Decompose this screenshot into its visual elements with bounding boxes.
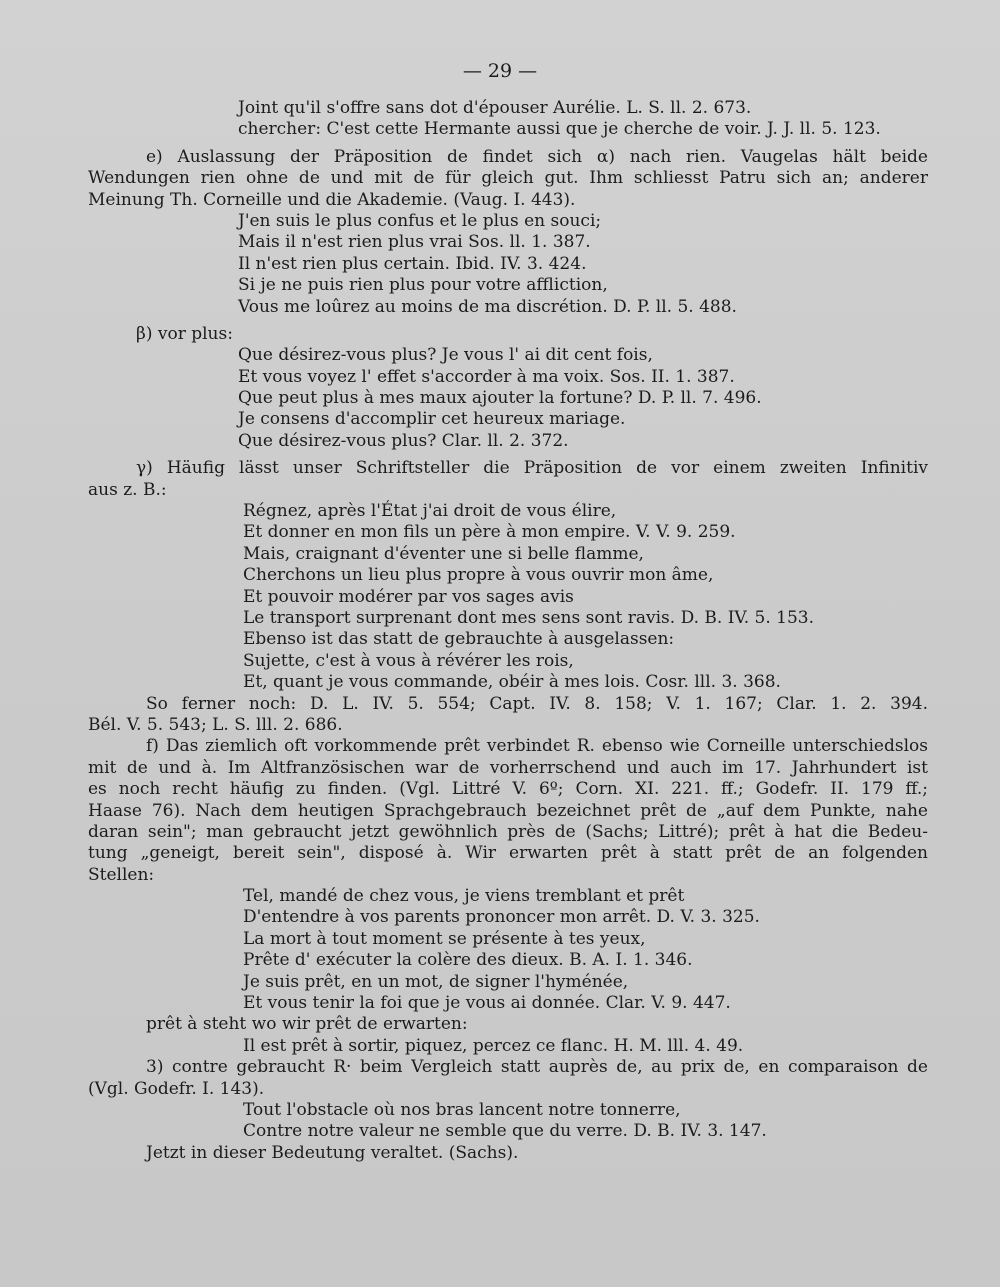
text-line: Mais, craignant d'éventer une si belle flamme, — [243, 543, 644, 564]
text-line: J'en suis le plus confus et le plus en souci; — [238, 210, 602, 231]
text-line: Sujette, c'est à vous à révérer les rois, — [243, 650, 574, 671]
text-line: tung „geneigt, bereit sein", disposé à. Wir erwarten prêt à statt prêt de an folgenden — [88, 843, 928, 864]
text-line: e) Auslassung der Präposition de findet sich α) nach rien. Vaugelas hält beide — [146, 146, 928, 167]
text-line: Prête d' exécuter la colère des dieux. B. A. I. 1. 346. — [243, 950, 693, 971]
text-line: (Vgl. Godefr. I. 143). — [88, 1078, 265, 1099]
text-line: So ferner noch: D. L. IV. 5. 554; Capt. IV. 8. 158; V. 1. 167; Clar. 1. 2. 394. — [146, 693, 928, 714]
page-number: — 29 — — [462, 60, 538, 82]
text-line: 3) contre gebraucht R· beim Vergleich statt auprès de, au prix de, en comparaison de — [146, 1057, 928, 1078]
text-line: f) Das ziemlich oft vorkommende prêt verbindet R. ebenso wie Corneille unterschiedslos — [146, 736, 928, 757]
text-line: Contre notre valeur ne semble que du verre. D. B. IV. 3. 147. — [243, 1121, 767, 1142]
text-line: Que désirez-vous plus? Clar. ll. 2. 372. — [238, 430, 569, 451]
text-line: La mort à tout moment se présente à tes yeux, — [243, 928, 646, 949]
text-line: Wendungen rien ohne de und mit de für gleich gut. Ihm schliesst Patru sich an; anderer — [88, 168, 928, 189]
text-line: Joint qu'il s'offre sans dot d'épouser Aurélie. L. S. ll. 2. 673. — [238, 98, 752, 118]
text-line: D'entendre à vos parents prononcer mon arrêt. D. V. 3. 325. — [243, 907, 760, 928]
text-line: Et pouvoir modérer par vos sages avis — [243, 586, 574, 607]
text-line: Cherchons un lieu plus propre à vous ouvrir mon âme, — [243, 565, 714, 586]
text-line: Je suis prêt, en un mot, de signer l'hyménée, — [243, 971, 629, 992]
text-line: Haase 76). Nach dem heutigen Sprachgebrauch bezeichnet prêt de „auf dem Punkte, nahe — [88, 800, 928, 821]
text-line: Il n'est rien plus certain. Ibid. IV. 3. 424. — [238, 253, 587, 274]
text-line: Le transport surprenant dont mes sens sont ravis. D. B. IV. 5. 153. — [243, 607, 815, 628]
text-line: chercher: C'est cette Hermante aussi que je cherche de voir. J. J. ll. 5. 123. — [238, 119, 881, 140]
text-line: Si je ne puis rien plus pour votre affliction, — [238, 275, 608, 296]
text-line: β) vor plus: — [136, 323, 233, 344]
text-line: Ebenso ist das statt de gebrauchte à ausgelassen: — [243, 629, 675, 650]
page-body — [88, 98, 928, 1164]
text-line: Bél. V. 5. 543; L. S. lll. 2. 686. — [88, 714, 343, 735]
text-line: Il est prêt à sortir, piquez, percez ce flanc. H. M. lll. 4. 49. — [243, 1035, 744, 1056]
text-line: Régnez, après l'État j'ai droit de vous élire, — [243, 501, 617, 522]
text-line: Que peut plus à mes maux ajouter la fortune? D. P. ll. 7. 496. — [238, 388, 762, 409]
text-line: Jetzt in dieser Bedeutung veraltet. (Sachs). — [146, 1142, 519, 1163]
text-line: Stellen: — [88, 864, 155, 885]
text-line: Vous me loûrez au moins de ma discrétion. D. P. ll. 5. 488. — [238, 296, 737, 317]
text-line: aus z. B.: — [88, 479, 167, 500]
text-line: prêt à steht wo wir prêt de erwarten: — [146, 1014, 468, 1035]
text-line: mit de und à. Im Altfranzösischen war de vorherrschend und auch im 17. Jahrhundert ist — [88, 757, 928, 778]
text-line: Et, quant je vous commande, obéir à mes lois. Cosr. lll. 3. 368. — [243, 672, 781, 693]
text-line: Et donner en mon fils un père à mon empire. V. V. 9. 259. — [243, 522, 736, 543]
text-line: Tel, mandé de chez vous, je viens tremblant et prêt — [243, 886, 685, 907]
text-line: Et vous tenir la foi que je vous ai donnée. Clar. V. 9. 447. — [243, 993, 731, 1014]
text-line: daran sein"; man gebraucht jetzt gewöhnlich près de (Sachs; Littré); prêt à hat die Bedeu- — [88, 821, 928, 842]
text-line: γ) Häufig lässt unser Schriftsteller die Präposition de vor einem zweiten Infinitiv — [136, 458, 928, 479]
text-line: Et vous voyez l' effet s'accorder à ma voix. Sos. II. 1. 387. — [238, 366, 735, 387]
text-line: Je consens d'accomplir cet heureux mariage. — [238, 409, 626, 430]
text-line: es noch recht häufig zu finden. (Vgl. Littré V. 6º; Corn. XI. 221. ff.; Godefr. II. 179 ff.; — [88, 779, 928, 800]
text-line: Mais il n'est rien plus vrai Sos. ll. 1. 387. — [238, 232, 591, 253]
text-line: Tout l'obstacle où nos bras lancent notre tonnerre, — [243, 1099, 681, 1120]
text-line: Meinung Th. Corneille und die Akademie. (Vaug. I. 443). — [88, 189, 576, 210]
text-line: Que désirez-vous plus? Je vous l' ai dit cent fois, — [238, 345, 653, 366]
